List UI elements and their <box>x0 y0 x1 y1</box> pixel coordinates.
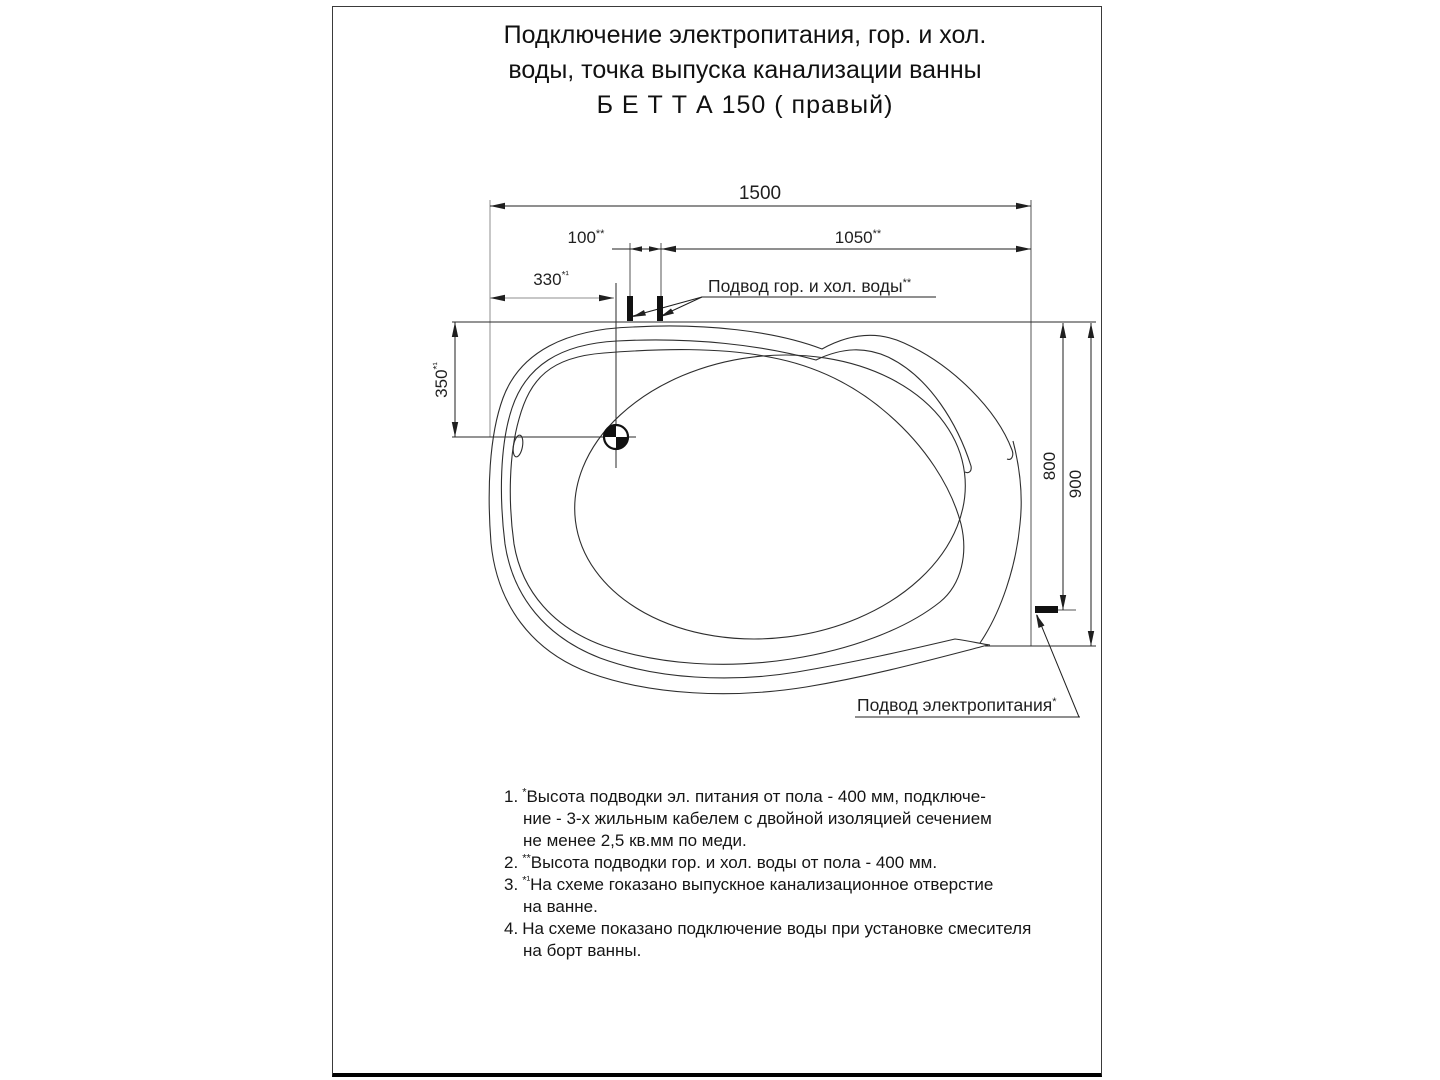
title-line-2: воды, точка выпуска канализации ванны <box>508 56 982 84</box>
dim-text-350: $350^{*^1}$ <box>432 362 451 398</box>
note-1-cont2: не менее 2,5 кв.мм по меди. <box>523 831 747 850</box>
tub-rim-inner-loop <box>510 350 963 665</box>
water-supply-label: Подвод гор. и хол. воды** <box>708 276 912 296</box>
note-1-cont: ние - 3-х жильным кабелем с двойной изоляцией сечением <box>523 809 992 828</box>
notes-block <box>504 786 1094 962</box>
title-line-3: Б Е Т Т А 150 ( правый) <box>596 91 894 119</box>
connection-points <box>604 296 1058 613</box>
power-supply-label: Подвод электропитания* <box>857 695 1057 715</box>
hot-water-point <box>627 296 633 321</box>
note-3-cont: на ванне. <box>523 897 598 916</box>
drain-symbol <box>604 425 628 449</box>
title-line-1: Подключение электропитания, гор. и хол. <box>503 21 987 49</box>
dim-text-100: 100** <box>567 228 605 247</box>
dim-text-330: $330^{*^1}$ <box>533 270 569 289</box>
note-4-cont: на борт ванны. <box>523 941 642 960</box>
note-3: 3. $^{*^1}$На схеме гоказано выпускное канализационное отверстие <box>504 874 994 894</box>
dim-text-900: 900 <box>1066 469 1085 499</box>
note-2: 2. **Высота подводки гор. и хол. воды от пола - 400 мм. <box>504 852 938 872</box>
note-4: 4. На схеме показано подключение воды при установке смесителя <box>504 919 1032 938</box>
power-connection-point <box>1035 606 1058 613</box>
extension-lines <box>452 200 1096 646</box>
dim-text-800: 800 <box>1040 451 1059 481</box>
note-3-marker: *¹ <box>522 874 531 887</box>
tub-rim-outer-top-shelf-arc <box>633 326 1013 459</box>
cold-water-point <box>657 296 663 321</box>
dimension-texts <box>432 183 1085 715</box>
tub-rim-second-top-shelf-arc <box>617 340 971 473</box>
dim-text-1050: 1050** <box>834 228 882 247</box>
bathtub-outline <box>489 326 1021 694</box>
dim-text-1500: 1500 <box>738 183 782 204</box>
tub-basin <box>558 333 981 661</box>
note-1: 1. *Высота подводки эл. питания от пола - 400 мм, подключе- <box>504 786 986 806</box>
tub-rim-right-bulge <box>980 441 1021 643</box>
note-2-marker: ** <box>522 852 531 865</box>
note-1-marker: * <box>522 786 527 799</box>
overflow-notch <box>512 434 525 457</box>
